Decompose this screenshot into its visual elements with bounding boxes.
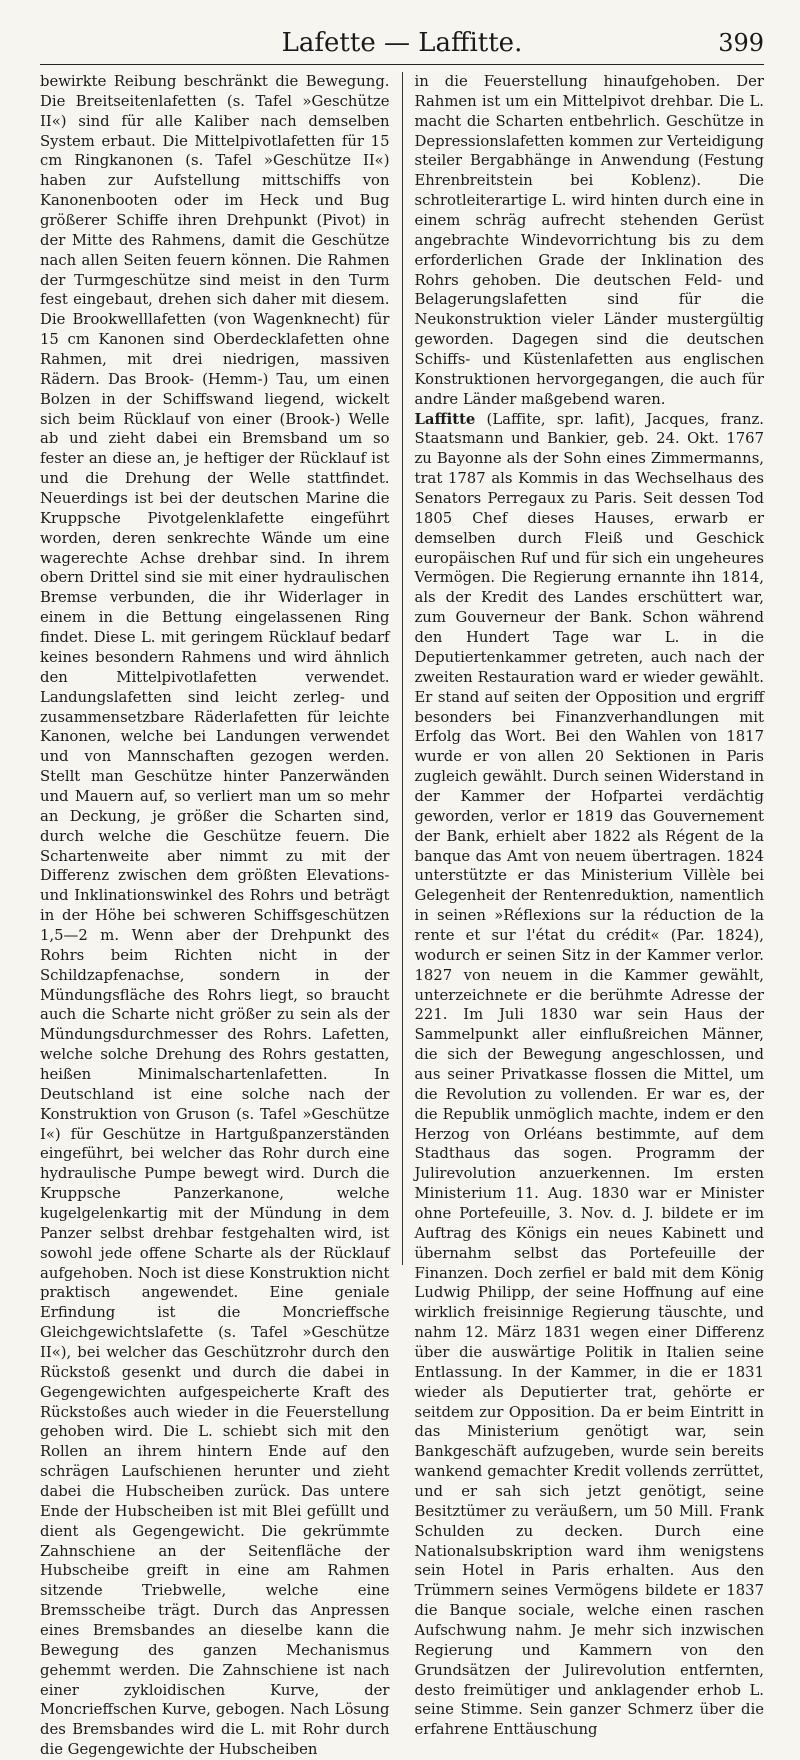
page-header bbox=[40, 24, 764, 65]
continuation-text: in die Feuerstellung hinaufgehoben. Der Rahmen ist um ein Mittelpivot drehbar. Die L. macht die Scharten entbehrlich. Geschütze in Depressionslafetten kommen zur Verteidigung steiler Bergabhänge in Anwendung (Festung Ehrenbreitstein bei Koblenz). Die schrotleiterartige L. wird hinten durch eine in einem schräg aufrecht stehenden Gerüst angebrachte Windevorrichtung bis zu dem erforderlichen Grade der Inklination des Rohrs gehoben. Die deutschen Feld- und Belagerungslafetten sind für die Neukonstruktion vieler Länder mustergültig geworden. Dagegen sind die deutschen Schiffs- und Küstenlafetten aus englischen Konstruktionen hervorgegangen, die auch für andre Länder maßgebend waren. bbox=[414, 73, 764, 408]
running-title: Lafette — Laffitte. bbox=[281, 28, 523, 58]
entry-headword: Laffitte bbox=[414, 410, 476, 428]
text-columns bbox=[40, 72, 764, 1759]
left-column bbox=[40, 72, 390, 1759]
left-column-text: bewirkte Reibung beschränkt die Bewegung. Die Breitseitenlafetten (s. Tafel »Geschütze II«) sind für alle Kaliber nach demselben System erbaut. Die Mittelpivotlafetten für 15 cm Ringkanonen (s. Tafel »Geschütze II«) haben zur Aufstellung mittschiffs von Kanonenbooten oder im Heck und Bug größerer Schiffe ihren Drehpunkt (Pivot) in der Mitte des Rahmens, damit die Geschütze nach allen Seiten feuern können. Die Rahmen der Turmgeschütze sind meist in den Turm fest eingebaut, drehen sich daher mit diesem. Die Brookwelllafetten (von Wagenknecht) für 15 cm Kanonen sind Oberdecklafetten ohne Rahmen, mit drei niedrigen, massiven Rädern. Das Brook- (Hemm-) Tau, um einen Bolzen in der Schiffswand liegend, wickelt sich beim Rücklauf von einer (Brook-) Welle ab und zieht dabei ein Bremsband um so fester an diese an, je heftiger der Rücklauf ist und die Drehung der Welle stattfindet. Neuerdings ist bei der deutschen Marine die Kruppsche Pivotgelenklafette eingeführt worden, deren senkrechte Wände um eine wagerechte Achse drehbar sind. In ihrem obern Drittel sind sie mit einer hydraulischen Bremse verbunden, die ihr Widerlager in einem in die Bettung eingelassenen Ring findet. Diese L. mit geringem Rücklauf bedarf keines besondern Rahmens und wird ähnlich den Mittelpivotlafetten verwendet. Landungslafetten sind leicht zerleg- und zusammensetzbare Räderlafetten für leichte Kanonen, welche bei Landungen verwendet und von Mannschaften gezogen werden. Stellt man Geschütze hinter Panzerwänden und Mauern auf, so verliert man um so mehr an Deckung, je größer die Scharten sind, durch welche die Geschütze feuern. Die Schartenweite aber nimmt zu mit der Differenz zwischen dem größten Elevations- und Inklinationswinkel des Rohrs und beträgt in der Höhe bei schweren Schiffsgeschützen 1,5—2 m. Wenn aber der Drehpunkt des Rohrs beim Richten nicht in der Schildzapfenachse, sondern in der Mündungsfläche des Rohrs liegt, so braucht auch die Scharte nicht größer zu sein als der Mündungsdurchmesser des Rohrs. Lafetten, welche solche Drehung des Rohrs gestatten, heißen Minimalschartenlafetten. In Deutschland ist eine solche nach der Konstruktion von Gruson (s. Tafel »Geschütze I«) für Geschütze in Hartgußpanzerständen eingeführt, bei welcher das Rohr durch eine hydraulische Pumpe bewegt wird. Durch die Kruppsche Panzerkanone, welche kugelgelenkartig mit der Mündung in dem Panzer selbst drehbar festgehalten wird, ist sowohl jede offene Scharte als der Rücklauf aufgehoben. Noch ist diese Konstruktion nicht praktisch angewendet. Eine geniale Erfindung ist die Moncrieffsche Gleichgewichtslafette (s. Tafel »Geschütze II«), bei welcher das Geschützrohr durch den Rückstoß gesenkt und durch die dabei in Gegengewichten aufgespeicherte Kraft des Rückstoßes auch wieder in die Feuerstellung gehoben wird. Die L. schiebt sich mit den Rollen an ihrem hintern Ende auf den schrägen Laufschienen herunter und zieht dabei die Hubscheiben zurück. Das untere Ende der Hubscheiben ist mit Blei gefüllt und dient als Gegengewicht. Die gekrümmte Zahnschiene an der Seitenfläche der Hubscheibe greift in eine am Rahmen sitzende Triebwelle, welche eine Bremsscheibe trägt. Durch das Anpressen eines Bremsbandes an dieselbe kann die Bewegung des ganzen Mechanismus gehemmt werden. Die Zahnschiene ist nach einer zykloidischen Kurve, der Moncrieffschen Kurve, gebogen. Nach Lösung des Bremsbandes wird die L. mit Rohr durch die Gegengewichte der Hubscheiben bbox=[40, 73, 390, 1759]
laffitte-entry bbox=[415, 410, 765, 1741]
column-divider bbox=[402, 72, 403, 1265]
page-number: 399 bbox=[718, 29, 764, 57]
right-column bbox=[414, 72, 765, 1739]
entry-text: (Laffite, spr. lafit), Jacques, franz. Staatsmann und Bankier, geb. 24. Okt. 1767 zu Bayonne als der Sohn eines Zimmermanns, trat 1787 als Kommis in das Wechselhaus des Senators Perregaux zu Paris. Seit dessen Tod 1805 Chef dieses Hauses, erwarb er demselben durch Fleiß und Geschick europäischen Ruf und für sich ein ungeheures Vermögen. Die Regierung ernannte ihn 1814, als der Kredit des Landes erschüttert war, zum Gouverneur der Bank. Schon während den Hundert Tage war L. in die Deputiertenkammer getreten, auch nach der zweiten Restauration ward er wieder gewählt. Er stand auf seiten der Opposition und ergriff besonders bei Finanzverhandlungen mit Erfolg das Wort. Bei den Wahlen von 1817 wurde er von allen 20 Sektionen in Paris zugleich gewählt. Durch seinen Widerstand in der Kammer der Hofpartei verdächtig geworden, verlor er 1819 das Gouvernement der Bank, erhielt aber 1822 als Régent de la banque das Amt von neuem übertragen. 1824 unterstützte er das Ministerium Villèle bei Gelegenheit der Rentenreduktion, namentlich in seinen »Réflexions sur la réduction de la rente et sur l'état du crédit« (Par. 1824), wodurch er seinen Sitz in der Kammer verlor. 1827 von neuem in die Kammer gewählt, unterzeichnete er die berühmte Adresse der 221. Im Juli 1830 war sein Haus der Sammelpunkt aller einflußreichen Männer, die sich der Bewegung angeschlossen, und aus seiner Privatkasse flossen die Mittel, um die Revolution zu vollenden. Er war es, der die Republik unmöglich machte, indem er den Herzog von Orléans bestimmte, auf dem Stadthaus das sogen. Programm der Julirevolution anzuerkennen. Im ersten Ministerium 11. Aug. 1830 war er Minister ohne Portefeuille, 3. Nov. d. J. bildete er im Auftrag des Königs ein neues Kabinett und übernahm selbst das Portefeuille der Finanzen. Doch zerfiel er bald mit dem König Ludwig Philipp, der seine Hoffnung auf eine wirklich freisinnige Regierung täuschte, und nahm 12. März 1831 wegen einer Differenz über die auswärtige Politik in Italien seine Entlassung. In der Kammer, in die er 1831 wieder als Deputierter trat, gehörte er seitdem zur Opposition. Da er beim Eintritt in das Ministerium genötigt war, sein Bankgeschäft aufzugeben, wurde sein bereits wankend gemachter Kredit vollends zerrüttet, und er sah sich jetzt genötigt, seine Besitztümer zu veräußern, um 50 Mill. Frank Schulden zu decken. Durch eine Nationalsubskription ward ihm wenigstens sein Hotel in Paris erhalten. Aus den Trümmern seines Vermögens bildete er 1837 die Banque sociale, welche einen raschen Aufschwung nahm. Je mehr sich inzwischen Regierung und Kammern von den Grundsätzen der Julirevolution entfernten, desto freimütiger und anklagender erhob L. seine Stimme. Sein ganzer Schmerz über die erfahrene Enttäuschung bbox=[414, 410, 764, 1739]
